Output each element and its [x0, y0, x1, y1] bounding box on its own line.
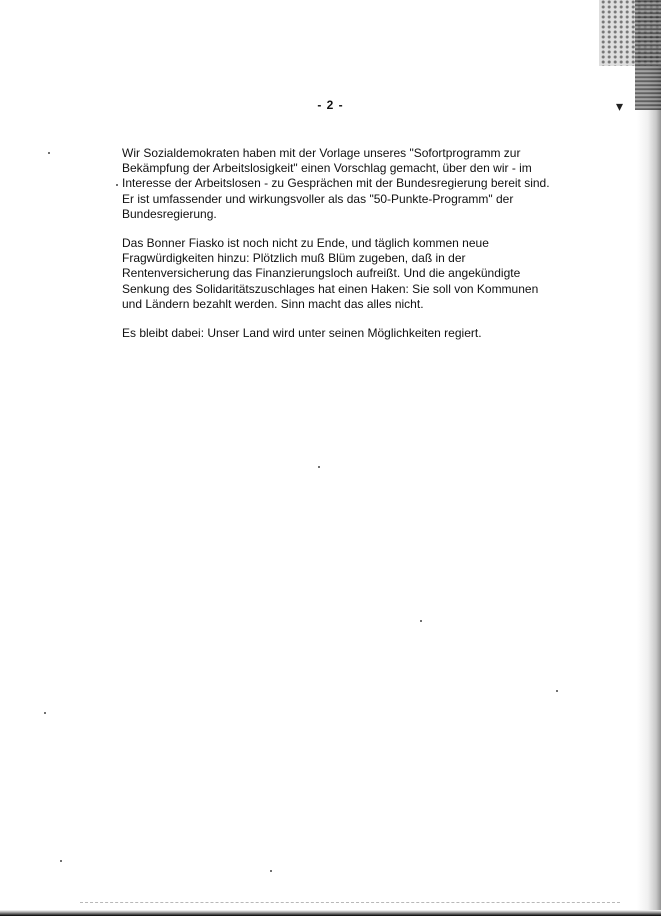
scan-speck	[60, 860, 62, 862]
scan-artifact-mark: ▾	[615, 98, 623, 114]
scan-bottom-edge	[0, 910, 661, 916]
scan-speck	[116, 184, 118, 186]
paragraph-sofortprogramm: Wir Sozialdemokraten haben mit der Vorlage unseres "Sofortprogramm zur Bekämpfung der Arbeitslosigkeit" einen Vorschlag gemacht, über den wir - im Interesse der Arbeitslosen - zu Gesprächen mit der Bundesregierung bereit sind. Er ist umfassender und wirkungsvoller als das "50-Punkte-Programm" der Bundesregierung.	[122, 146, 550, 221]
scan-corner-dark-edge	[635, 0, 661, 110]
scan-bottom-dash	[80, 902, 620, 904]
scan-speck	[318, 466, 320, 468]
page-number: - 2 -	[317, 98, 344, 112]
paragraph-conclusion: Es bleibt dabei: Unser Land wird unter seinen Möglichkeiten regiert.	[122, 326, 482, 341]
scan-speck	[270, 870, 272, 872]
paragraph-bonner-fiasko: Das Bonner Fiasko ist noch nicht zu Ende, und täglich kommen neue Fragwürdigkeiten hinzu: Plötzlich muß Blüm zugeben, daß in der Rentenversicherung das Finanzierungsloch aufreißt. Und die angekündigte Senkung des Solidaritätszuschlages hat einen Haken: Sie soll von Kommunen und Ländern bezahlt werden. Sinn macht das alles nicht.	[122, 236, 539, 311]
scan-speck	[48, 152, 50, 154]
scan-edge-shadow	[637, 0, 661, 916]
letter-body	[122, 146, 552, 355]
scan-speck	[420, 620, 422, 622]
scan-speck	[44, 712, 46, 714]
scan-speck	[556, 690, 558, 692]
